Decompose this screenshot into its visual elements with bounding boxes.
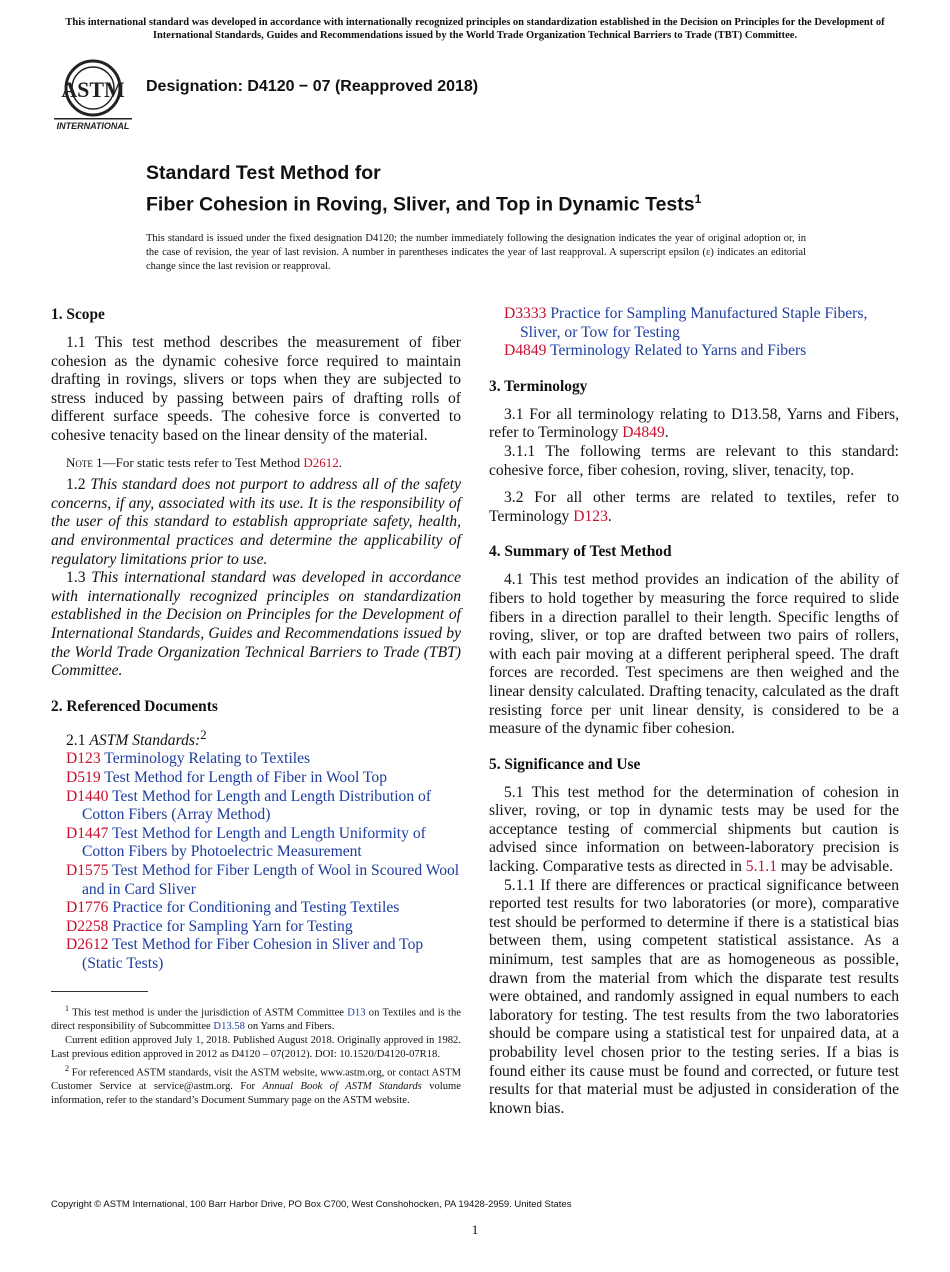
ref-title: Terminology Relating to Textiles bbox=[104, 750, 311, 768]
footnote-1: $^1$ This test method is under the jurisdiction of ASTM Committee D13 on Textiles and is the direct responsibility of Subcommittee D13.58 on Yarns and Fibers. bbox=[51, 1004, 461, 1033]
para-2-1: 2.1 ASTM Standards:$^2$ bbox=[66, 726, 207, 749]
para-5-1-1: 5.1.1 If there are differences or practical significance between reported test results for two laboratories (or more), comparative test should be performed to determine if there is a statistical bias between them, using competent statistical assistance. As a minimum, test samples that are as homogeneous as possible, drawn from the material from which the disparate test results were obtained, and randomly assigned in equal numbers to each laboratory for testing. The test results from the two laboratories should be compare using a statistical test for unpaired data, at a probability level chosen prior to the testing series. If a bias is found either its cause must be found and corrected, or future test results for that material must be adjusted in consideration of the known bias. bbox=[489, 876, 899, 1117]
ref-item[interactable] bbox=[51, 750, 461, 769]
section-1-heading: 1. Scope bbox=[51, 306, 105, 323]
ref-title: Practice for Sampling Manufactured Staple Fibers, Sliver, or Tow for Testing bbox=[520, 305, 868, 341]
ref-code: D519 bbox=[66, 769, 101, 787]
ref-item[interactable] bbox=[51, 936, 461, 973]
ref-code: D123 bbox=[66, 750, 101, 768]
section-2-heading: 2. Referenced Documents bbox=[51, 697, 218, 715]
footnote-d13-link[interactable]: D13 bbox=[347, 1007, 366, 1019]
ref-code: D1447 bbox=[66, 824, 109, 842]
footnote-rule bbox=[51, 991, 148, 992]
ref-code: D2258 bbox=[66, 917, 109, 935]
ref-code: D2612 bbox=[66, 936, 109, 954]
ref-title: Terminology Related to Yarns and Fibers bbox=[550, 342, 807, 360]
ref-item[interactable] bbox=[51, 769, 461, 788]
title-footnote-mark: 1 bbox=[694, 192, 702, 206]
logo-international: INTERNATIONAL bbox=[56, 121, 130, 131]
logo-letters: ASTM bbox=[61, 77, 125, 102]
issued-note: This standard is issued under the fixed designation D4120; the number immediately following the designation indicates the year of original adoption or, in the case of revision, the year of last revision. A number in parentheses indicates the year of last reapproval. A superscript epsilon (ε) indicates an editorial change since the last revision or reapproval. bbox=[146, 233, 806, 272]
ref-code: D4849 bbox=[504, 342, 547, 360]
ref-item[interactable] bbox=[51, 899, 461, 918]
ref-d123-link[interactable]: D123 bbox=[573, 507, 608, 525]
right-column bbox=[489, 305, 899, 1118]
para-3-1: 3.1 For all terminology relating to D13.58, Yarns and Fibers, refer to Terminology D4849. bbox=[489, 405, 899, 442]
ref-code: D1575 bbox=[66, 862, 109, 880]
ref-title: Test Method for Length and Length Uniformity of Cotton Fibers by Photoelectric Measurement bbox=[82, 824, 426, 861]
footnote-2: $^2$ For referenced ASTM standards, visit the ASTM website, www.astm.org, or contact ASTM Customer Service at service@astm.org. For Annual Book of ASTM Standards volume information, refer to the standard’s Document Summary page on the ASTM website. bbox=[51, 1063, 461, 1106]
ref-item[interactable] bbox=[51, 862, 461, 899]
footnote-1-edition: Current edition approved July 1, 2018. Published August 2018. Originally approved in 1982. Last previous edition approved in 2012 as D4120 – 07(2012). DOI: 10.1520/D4120-07R18. bbox=[51, 1035, 461, 1060]
designation: Designation: D4120 − 07 (Reapproved 2018) bbox=[146, 78, 479, 95]
ref-item[interactable] bbox=[489, 342, 899, 361]
para-1-3: 1.3 This international standard was developed in accordance with internationally recognized principles on standardization established in the Decision on Principles for the Development of International Standards, Guides and Recommendations issued by the World Trade Organization Technical Barriers to Trade (TBT) Committee. bbox=[51, 569, 461, 680]
ref-title: Test Method for Fiber Length of Wool in Scoured Wool and in Card Sliver bbox=[82, 862, 460, 898]
ref-title: Test Method for Length of Fiber in Wool Top bbox=[104, 769, 387, 787]
ref-code: D1776 bbox=[66, 899, 109, 917]
ref-item[interactable] bbox=[51, 918, 461, 937]
section-3-heading: 3. Terminology bbox=[489, 377, 588, 395]
ref-title: Test Method for Length and Length Distribution of Cotton Fibers (Array Method) bbox=[82, 787, 432, 824]
page-number: 1 bbox=[471, 1222, 479, 1237]
section-4-heading: 4. Summary of Test Method bbox=[489, 543, 672, 561]
ref-item[interactable] bbox=[51, 788, 461, 825]
astm-logo-mark bbox=[52, 58, 134, 132]
document-title bbox=[146, 160, 701, 218]
ref-d4849-link[interactable]: D4849 bbox=[622, 424, 665, 442]
para-5-1: 5.1 This test method for the determination of cohesion in sliver, roving, or top in dynamic tests may be used for the acceptance testing of commercial shipments but caution is advised since information on between-laboratory precision is lacking. Comparative tests as directed in 5.1.1 may be advisable. bbox=[489, 783, 899, 876]
ref-code: D3333 bbox=[504, 305, 547, 322]
para-1-2: 1.2 This standard does not purport to address all of the safety concerns, if any, associated with its use. It is the responsibility of the user of this standard to establish appropriate safety, health, and environmental practices and determine the applicability of regulatory limitations prior to use. bbox=[51, 476, 461, 568]
copyright-footer: Copyright © ASTM International, 100 Barr Harbor Drive, PO Box C700, West Conshohocken, PA 19428-2959. United States bbox=[51, 1199, 572, 1210]
para-3-1-1: 3.1.1 The following terms are relevant to this standard: cohesive force, fiber cohesion, roving, sliver, tenacity, top. bbox=[489, 442, 899, 479]
note-1-ref-link[interactable]: D2612 bbox=[303, 454, 339, 470]
ref-5-1-1-link[interactable]: 5.1.1 bbox=[745, 858, 777, 876]
ref-code: D1440 bbox=[66, 787, 109, 805]
ref-title: Practice for Sampling Yarn for Testing bbox=[112, 917, 353, 935]
footnotes bbox=[51, 1002, 461, 1108]
section-5-heading: 5. Significance and Use bbox=[489, 755, 641, 773]
ref-title: Practice for Conditioning and Testing Textiles bbox=[112, 899, 400, 917]
left-column bbox=[51, 305, 461, 974]
title-line-1: Standard Test Method for bbox=[146, 162, 381, 184]
ref-title: Test Method for Fiber Cohesion in Sliver and Top (Static Tests) bbox=[82, 936, 424, 972]
ref-item[interactable] bbox=[489, 305, 899, 342]
tbt-notice: This international standard was developed in accordance with internationally recognized principles on standardization established in the Decision on Principles for the Development of International Standards, Guides and Recommendations issued by the World Trade Organization Technical Barriers to Trade (TBT) Committee. bbox=[65, 17, 885, 41]
note-1: Note 1—For static tests refer to Test Method D2612. bbox=[66, 454, 342, 470]
ref-item[interactable] bbox=[51, 825, 461, 862]
title-line-2: Fiber Cohesion in Roving, Sliver, and Top in Dynamic Tests$^1$ bbox=[146, 192, 702, 216]
astm-logo bbox=[52, 58, 134, 132]
footnote-d1358-link[interactable]: D13.58 bbox=[213, 1021, 245, 1033]
para-4-1: 4.1 This test method provides an indication of the ability of fibers to hold together by measuring the force required to slide fibers in a direction parallel to their length. Specific lengths of roving, sliver, or top are drafted between two pairs of rollers, with each pair moving at a different peripheral speed. The draft forces are recorded. Test specimens are then weighed and the linear density calculated. Drafting tenacity, calculated as the draft resisting force per unit linear density, is considered to be a measure of the dynamic fiber cohesion. bbox=[489, 571, 899, 738]
para-3-2: 3.2 For all other terms are related to textiles, refer to Terminology D123. bbox=[489, 489, 899, 525]
para-1-1: 1.1 This test method describes the measurement of fiber cohesion as the dynamic cohesive force required to maintain drafting in rovings, slivers or tops when they are subjected to stress induced by passing between pairs of drafting rolls of different surface speeds. The cohesive force is converted to cohesive tenacity based on the linear density of the material. bbox=[51, 334, 461, 444]
